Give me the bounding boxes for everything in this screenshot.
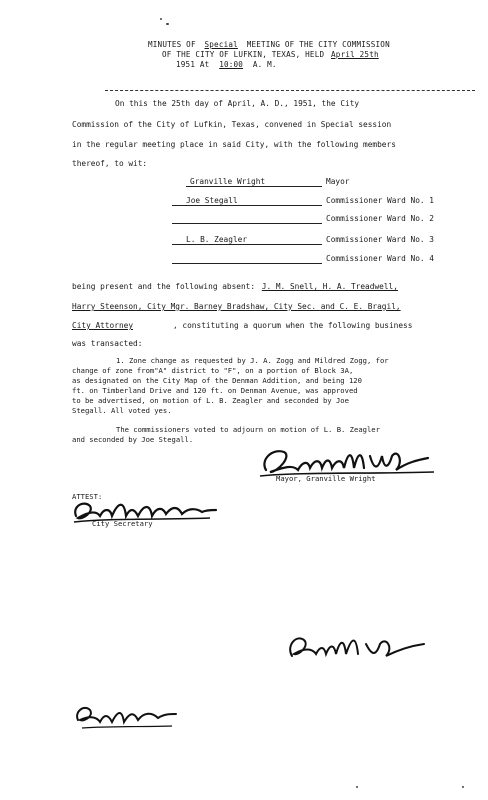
member-underline: [172, 244, 322, 245]
absent-line-2: Harry Steenson, City Mgr. Barney Bradshaw, City Sec. and C. E. Bragil,: [72, 302, 401, 311]
scan-speck: [462, 786, 464, 788]
header-line-2: [162, 50, 385, 59]
meeting-time: 10:00: [219, 60, 244, 69]
adjourn-line: and seconded by Joe Stegall.: [72, 435, 194, 444]
absent-text: , constituting a quorum when the following business: [173, 321, 413, 330]
intro-line: On this the 25th day of April, A. D., 1951, the City: [115, 99, 360, 108]
scan-speck: [160, 18, 162, 20]
motion-line: as designated on the City Map of the Denman Addition, and being 120: [72, 376, 362, 385]
header-line-1: [148, 40, 390, 49]
meeting-year: 1951 At: [176, 60, 210, 69]
header-line-3: [176, 60, 277, 69]
member-name: L. B. Zeagler: [186, 235, 248, 244]
member-role: Commissioner Ward No. 4: [326, 254, 434, 263]
header-text: OF THE CITY OF LUFKIN, TEXAS, HELD: [162, 50, 325, 59]
header-text: MEETING OF THE CITY COMMISSION: [246, 40, 390, 49]
absent-line-4: was transacted:: [72, 339, 143, 348]
meeting-ampm: A. M.: [252, 60, 277, 69]
intro-line: in the regular meeting place in said City, with the following members: [72, 140, 396, 149]
motion-line: to be advertised, on motion of L. B. Zeagler and seconded by Joe: [72, 396, 349, 405]
absent-names: City Attorney: [72, 321, 134, 330]
member-name: Granville Wright: [190, 177, 266, 186]
member-name: Joe Stegall: [186, 196, 238, 205]
intro-line: Commission of the City of Lufkin, Texas, convened in Special session: [72, 120, 392, 129]
member-underline: [172, 205, 322, 206]
member-underline: [172, 263, 322, 264]
member-role: Commissioner Ward No. 2: [326, 214, 434, 223]
motion-line: 1. Zone change as requested by J. A. Zogg and Mildred Zogg, for: [116, 356, 389, 365]
motion-line: change of zone from"A" district to "F", on a portion of Block 3A,: [72, 366, 354, 375]
lower-signature-mark: [72, 700, 182, 734]
attest-label: ATTEST:: [72, 492, 103, 501]
scan-speck: [166, 23, 169, 25]
lower-signature-mark: [282, 626, 432, 666]
absent-intro: being present and the following absent:: [72, 282, 256, 291]
scan-speck: [356, 786, 358, 788]
meeting-type: Special: [204, 40, 238, 49]
secretary-label: City Secretary: [92, 519, 153, 528]
member-underline: [172, 223, 322, 224]
absent-line-3: [72, 321, 412, 330]
member-role: Mayor: [326, 177, 350, 186]
mayor-label: Mayor, Granville Wright: [276, 474, 376, 483]
member-underline: [186, 186, 322, 187]
adjourn-line: The commissioners voted to adjourn on motion of L. B. Zeagler: [116, 425, 380, 434]
intro-line: thereof, to wit:: [72, 159, 148, 168]
header-text: MINUTES OF: [148, 40, 196, 49]
absent-names: J. M. Snell, H. A. Treadwell,: [261, 282, 398, 291]
member-role: Commissioner Ward No. 1: [326, 196, 434, 205]
absent-line-1: [72, 282, 398, 291]
motion-line: ft. on Timberland Drive and 120 ft. on Denman Avenue, was approved: [72, 386, 358, 395]
motion-line: Stegall. All voted yes.: [72, 406, 172, 415]
member-role: Commissioner Ward No. 3: [326, 235, 434, 244]
meeting-date: April 25th: [331, 50, 379, 59]
header-divider: [105, 90, 475, 91]
